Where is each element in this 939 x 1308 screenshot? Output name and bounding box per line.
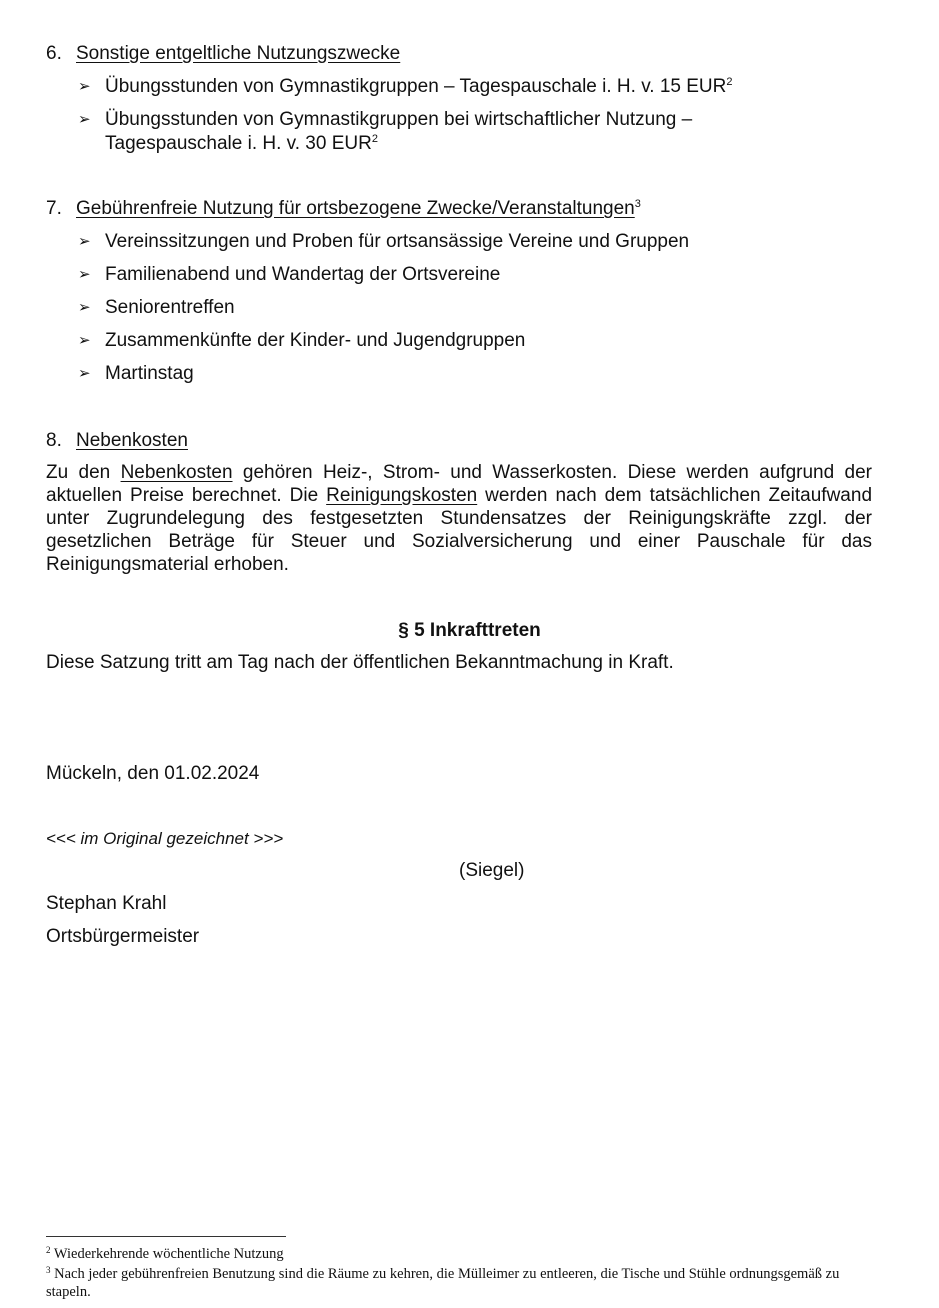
section-title: Sonstige entgeltliche Nutzungszwecke [76,43,401,64]
footnote-3: $^3$ Nach jeder gebührenfreien Benutzung sind die Räume zu kehren, die Mülleimer zu entleeren, die Tische und Stühle ordnungsgemäß zu stapeln. [46,1265,840,1300]
footnote-2: $^2$ Wiederkehrende wöchentliche Nutzung [46,1245,284,1262]
section-number: 8. [46,430,62,451]
signer-name: Stephan Krahl [46,893,167,914]
nebenkosten-paragraph: Zu den Nebenkosten gehören Heiz-, Strom- und Wasserkosten. Diese werden aufgrund der aktuellen Preise berechnet. Die Reinigungskosten werden nach dem tatsächlichen Zeitaufwand unter Zugrundelegung des festgesetzten Stundensatzes der Reinigungskräfte zzgl. der gesetzlichen Beträge für Steuer und Sozialversicherung und einer Pauschale für das Reinigungsmaterial erhoben. [46,462,873,575]
arrow-bullet-icon: ➢ [78,266,91,283]
footnote-divider [46,1236,286,1237]
signer-role: Ortsbürgermeister [46,926,200,947]
list-item: ➢ Vereinssitzungen und Proben für ortsansässige Vereine und Gruppen [78,231,690,252]
paragraph-5-title: § 5 Inkrafttreten [398,620,541,641]
section-6-heading [46,42,400,65]
arrow-bullet-icon: ➢ [78,111,91,128]
section-number: 6. [46,43,62,64]
original-signed-note: <<< im Original gezeichnet >>> [46,829,284,848]
list-item: ➢ Übungsstunden von Gymnastikgruppen bei wirtschaftlicher Nutzung – Tagespauschale i. H. v. 30 EUR$^2$ [78,109,693,154]
section-7-heading: 7. Gebührenfreie Nutzung für ortsbezogene Zwecke/Veranstaltungen$^3$ [46,198,641,219]
paragraph-5-text: Diese Satzung tritt am Tag nach der öffentlichen Bekanntmachung in Kraft. [46,652,674,673]
list-item: ➢ Familienabend und Wandertag der Ortsvereine [78,264,501,285]
arrow-bullet-icon: ➢ [78,233,91,250]
list-item: ➢ Übungsstunden von Gymnastikgruppen – Tagespauschale i. H. v. 15 EUR$^2$ [78,76,733,97]
section-title: Nebenkosten [76,430,188,451]
section-number: 7. [46,198,62,219]
list-item: ➢ Martinstag [78,363,194,384]
arrow-bullet-icon: ➢ [78,332,91,349]
arrow-bullet-icon: ➢ [78,78,91,95]
list-item: ➢ Seniorentreffen [78,297,235,318]
section-title: Gebührenfreie Nutzung für ortsbezogene Zwecke/Veranstaltungen [76,198,635,219]
list-item: ➢ Zusammenkünfte der Kinder- und Jugendgruppen [78,330,526,351]
arrow-bullet-icon: ➢ [78,299,91,316]
arrow-bullet-icon: ➢ [78,365,91,382]
seal-placeholder: (Siegel) [459,860,525,881]
section-8-heading [46,429,188,452]
place-date: Mückeln, den 01.02.2024 [46,763,260,784]
